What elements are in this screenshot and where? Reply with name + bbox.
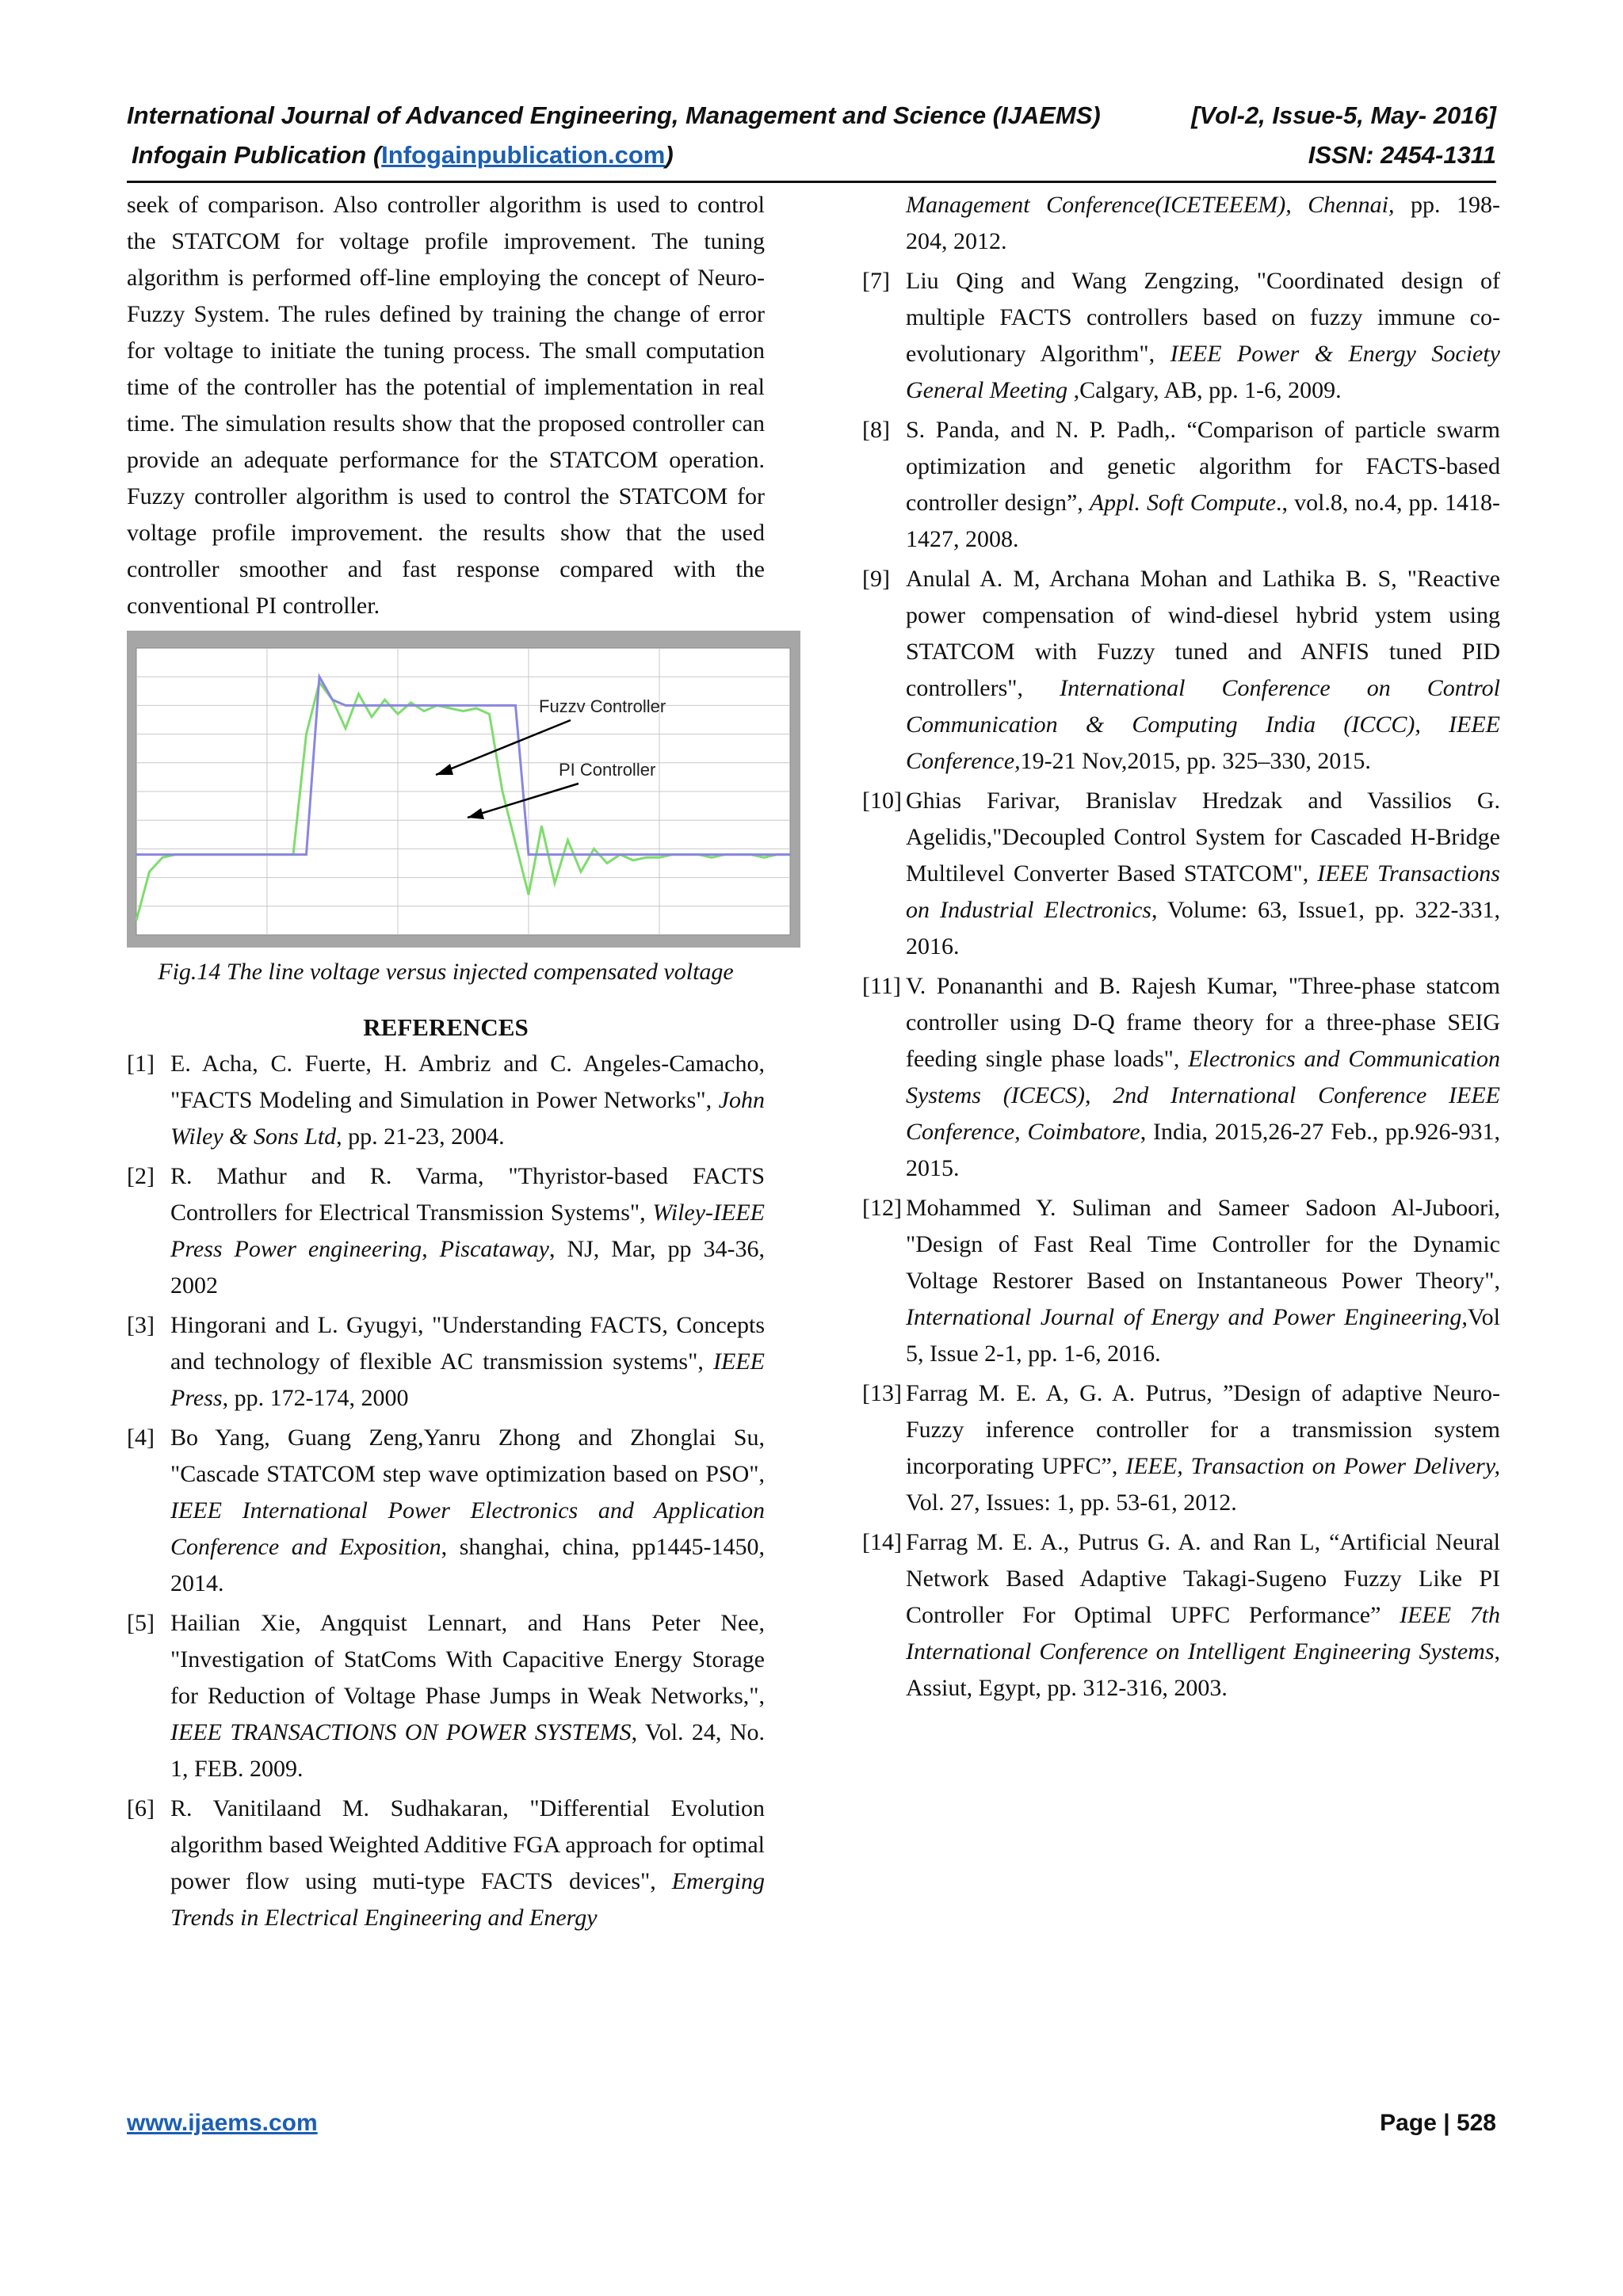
reference-details: , pp. 172-174, 2000 bbox=[222, 1385, 409, 1411]
reference-text: Mohammed Y. Suliman and Sameer Sadoon Al-Juboori, "Design of Fast Real Time Controller for the Dynamic Voltage Restorer Based on Instantaneous Power Theory", bbox=[906, 1195, 1500, 1294]
reference-item bbox=[127, 1307, 765, 1417]
reference-number: [7] bbox=[862, 268, 890, 294]
reference-text: Liu Qing and Wang Zengzing, "Coordinated design of multiple FACTS controllers based on fuzzy immune co-evolutionary Algorithm", bbox=[906, 268, 1500, 367]
reference-details: , Volume: 63, Issue1, pp. 322-331, 2016. bbox=[906, 897, 1500, 959]
reference-source: IEEE International Power Electronics and Application Conference and Exposition bbox=[170, 1497, 765, 1560]
annotation-fuzzy: Fuzzv Controller bbox=[539, 696, 666, 716]
reference-text: Bo Yang, Guang Zeng,Yanru Zhong and Zhonglai Su, "Cascade STATCOM step wave optimization based on PSO", bbox=[170, 1425, 765, 1487]
reference-source: Wiley-IEEE Press Power engineering, Piscataway bbox=[170, 1199, 765, 1262]
figure-caption: Fig.14 The line voltage versus injected compensated voltage bbox=[158, 959, 734, 985]
reference-item bbox=[127, 1605, 765, 1787]
reference-source: IEEE Press bbox=[170, 1348, 765, 1411]
reference-text: R. Vanitilaand M. Sudhakaran, "Differential Evolution algorithm based Weighted Additive FGA approach for optimal power flow using muti-type FACTS devices", bbox=[170, 1795, 765, 1894]
reference-text: Ghias Farivar, Branislav Hredzak and Vassilios G. Agelidis,"Decoupled Control System for Cascaded H-Bridge Multilevel Converter Based STATCOM", bbox=[906, 788, 1500, 887]
voltage-chart bbox=[127, 631, 800, 948]
reference-text: S. Panda, and N. P. Padh,. “Comparison of particle swarm optimization and genetic algorithm for FACTS-based controller design”, bbox=[906, 417, 1500, 516]
reference-number: [12] bbox=[862, 1195, 902, 1221]
reference-details: ,Calgary, AB, pp. 1-6, 2009. bbox=[1067, 377, 1342, 403]
reference-number: [14] bbox=[862, 1529, 902, 1555]
reference-source: International Journal of Energy and Power Engineering, bbox=[906, 1304, 1468, 1330]
reference-item bbox=[862, 1190, 1500, 1372]
reference-details: , pp. 21-23, 2004. bbox=[336, 1123, 505, 1150]
reference-text: Hingorani and L. Gyugyi, "Understanding FACTS, Concepts and technology of flexible AC transmission systems", bbox=[170, 1312, 765, 1375]
reference-source: IEEE Power & Energy Society General Meeting bbox=[906, 341, 1500, 403]
reference-source: John Wiley & Sons Ltd bbox=[170, 1087, 765, 1150]
reference-number: [4] bbox=[127, 1425, 155, 1451]
reference-details: , India, 2015,26-27 Feb., pp.926-931, 2015. bbox=[906, 1119, 1500, 1181]
reference-item bbox=[862, 968, 1500, 1187]
reference-details: 19-21 Nov,2015, pp. 325–330, 2015. bbox=[1020, 748, 1371, 774]
reference-number: [10] bbox=[862, 788, 902, 814]
reference-source: IEEE Transactions on Industrial Electronics bbox=[906, 860, 1500, 923]
issn: ISSN: 2454-1311 bbox=[1308, 141, 1496, 169]
reference-number: [1] bbox=[127, 1051, 155, 1077]
reference-source: IEEE 7th International Conference on Intelligent Engineering Systems bbox=[906, 1602, 1500, 1665]
reference-item bbox=[127, 1791, 765, 1936]
reference-text: Anulal A. M, Archana Mohan and Lathika B. S, "Reactive power compensation of wind-diesel hybrid ystem using STATCOM with Fuzzy tuned and ANFIS tuned PID controllers", bbox=[906, 566, 1500, 701]
header-rule bbox=[127, 181, 1496, 183]
left-column bbox=[127, 187, 765, 1939]
publisher-prefix: Infogain Publication ( bbox=[132, 141, 382, 169]
reference-item bbox=[862, 187, 1500, 260]
reference-number: [11] bbox=[862, 973, 901, 999]
reference-source: Electronics and Communication Systems (ICECS), 2nd International Conference IEEE Conference, Coimbatore bbox=[906, 1046, 1500, 1145]
reference-item bbox=[862, 412, 1500, 558]
reference-source: International Conference on Control Communication & Computing India (ICCC), IEEE Conference, bbox=[906, 675, 1500, 774]
right-column bbox=[862, 187, 1500, 1710]
reference-details: pp. 198-204, 2012. bbox=[906, 192, 1500, 254]
reference-details: Vol 5, Issue 2-1, pp. 1-6, 2016. bbox=[906, 1304, 1500, 1367]
footer-url[interactable]: www.ijaems.com bbox=[127, 2110, 318, 2136]
reference-source: Emerging Trends in Electrical Engineering and Energy bbox=[170, 1868, 765, 1931]
reference-source: Management Conference(ICETEEEM), Chennai, bbox=[906, 192, 1395, 218]
reference-text: Farrag M. E. A., Putrus G. A. and Ran L, “Artificial Neural Network Based Adaptive Takagi-Sugeno Fuzzy Like PI Controller For Optimal UPFC Performance” bbox=[906, 1529, 1500, 1628]
reference-item bbox=[127, 1420, 765, 1602]
reference-number: [6] bbox=[127, 1795, 155, 1821]
reference-details: , Assiut, Egypt, pp. 312-316, 2003. bbox=[906, 1638, 1500, 1701]
references-right bbox=[862, 187, 1500, 1707]
publisher-link[interactable]: Infogainpublication.com bbox=[381, 141, 666, 169]
reference-item bbox=[862, 1375, 1500, 1521]
references-heading: REFERENCES bbox=[363, 1013, 529, 1041]
references-left bbox=[127, 1046, 765, 1936]
reference-details: , NJ, Mar, pp 34-36, 2002 bbox=[170, 1236, 766, 1299]
reference-number: [3] bbox=[127, 1312, 155, 1338]
figure-14 bbox=[127, 631, 800, 948]
publisher-suffix: ) bbox=[665, 141, 674, 169]
publisher-line bbox=[132, 139, 674, 171]
reference-details: , shanghai, china, pp1445-1450, 2014. bbox=[170, 1534, 765, 1596]
reference-number: [2] bbox=[127, 1163, 155, 1189]
reference-item bbox=[862, 1524, 1500, 1707]
reference-details: , Vol. 24, No. 1, FEB. 2009. bbox=[170, 1719, 765, 1782]
reference-item bbox=[127, 1158, 765, 1304]
reference-text: Hailian Xie, Angquist Lennart, and Hans Peter Nee, "Investigation of StatComs With Capacitive Energy Storage for Reduction of Voltage Phase Jumps in Weak Networks,", bbox=[170, 1610, 765, 1709]
reference-source: IEEE, Transaction on Power Delivery, bbox=[1125, 1453, 1500, 1479]
reference-details: Vol. 27, Issues: 1, pp. 53-61, 2012. bbox=[906, 1489, 1237, 1516]
reference-text: E. Acha, C. Fuerte, H. Ambriz and C. Angeles-Camacho, "FACTS Modeling and Simulation in Power Networks", bbox=[170, 1051, 765, 1113]
reference-number: [8] bbox=[862, 417, 890, 443]
reference-item bbox=[862, 263, 1500, 409]
reference-source: IEEE TRANSACTIONS ON POWER SYSTEMS bbox=[170, 1719, 632, 1745]
reference-text: R. Mathur and R. Varma, "Thyristor-based FACTS Controllers for Electrical Transmission Systems", bbox=[170, 1163, 765, 1226]
reference-item bbox=[862, 783, 1500, 965]
reference-text: Farrag M. E. A, G. A. Putrus, ”Design of adaptive Neuro-Fuzzy inference controller for a transmission system incorporating UPFC”, bbox=[906, 1380, 1500, 1479]
reference-details: ., vol.8, no.4, pp. 1418-1427, 2008. bbox=[906, 490, 1500, 552]
body-paragraph: seek of comparison. Also controller algorithm is used to control the STATCOM for voltage profile improvement. The tuning algorithm is performed off-line employing the concept of Neuro-Fuzzy System. The rules defined by training the change of error for voltage to initiate the tuning process. The small computation time of the controller has the potential of implementation in real time. The simulation results show that the proposed controller can provide an adequate performance for the STATCOM operation. Fuzzy controller algorithm is used to control the STATCOM for voltage profile improvement. the results show that the used controller smoother and fast response compared with the conventional PI controller. bbox=[127, 192, 765, 619]
journal-title: International Journal of Advanced Engineering, Management and Science (IJAEMS) bbox=[127, 101, 1101, 129]
reference-number: [5] bbox=[127, 1610, 155, 1636]
volume-info: [Vol-2, Issue-5, May- 2016] bbox=[1191, 101, 1496, 129]
reference-number: [9] bbox=[862, 566, 890, 592]
annotation-pi: PI Controller bbox=[559, 760, 656, 780]
reference-number: [13] bbox=[862, 1380, 902, 1406]
page-number: Page | 528 bbox=[1380, 2110, 1496, 2136]
reference-item bbox=[127, 1046, 765, 1155]
reference-text: V. Ponananthi and B. Rajesh Kumar, "Three-phase statcom controller using D-Q frame theory for a three-phase SEIG feeding single phase loads", bbox=[906, 973, 1500, 1072]
reference-source: Appl. Soft Compute bbox=[1089, 490, 1277, 516]
reference-item bbox=[862, 561, 1500, 780]
